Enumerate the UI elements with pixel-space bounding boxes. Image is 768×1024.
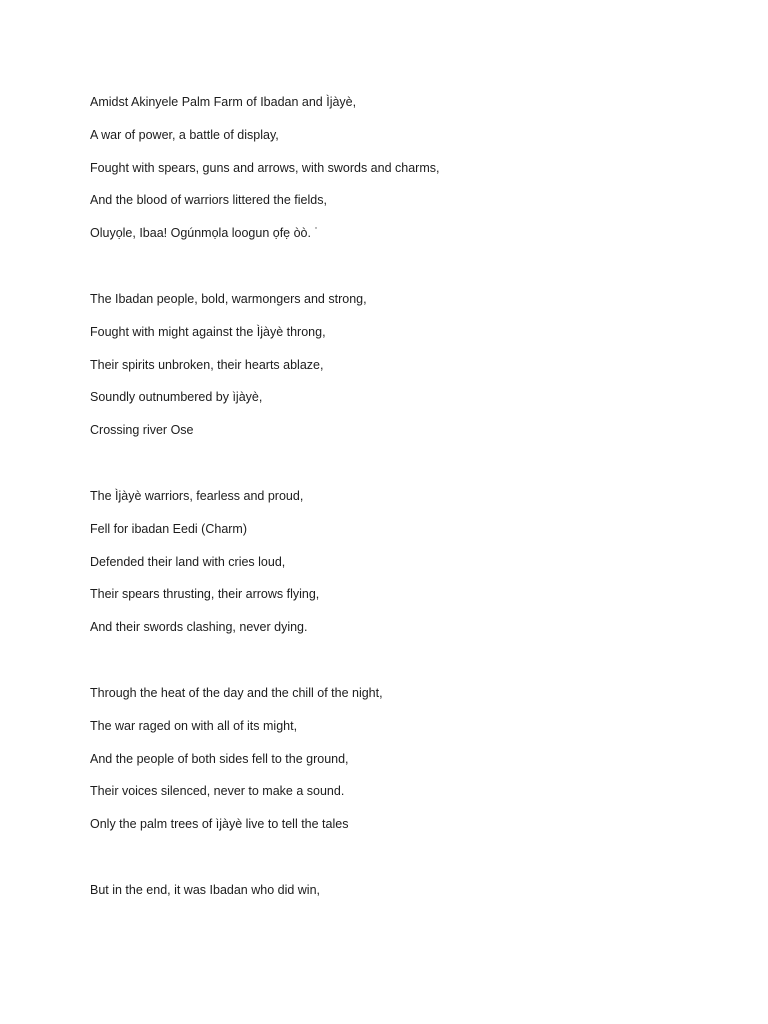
poem-line: Defended their land with cries loud, (90, 554, 286, 569)
poem-line: And the people of both sides fell to the ground, (90, 751, 349, 766)
poem-line: Fought with spears, guns and arrows, with swords and charms, (90, 160, 440, 175)
stanza-4 (90, 683, 730, 847)
poem-line: And the blood of warriors littered the fields, (90, 193, 327, 208)
poem-line: The Ibadan people, bold, warmongers and strong, (90, 291, 367, 306)
poem-line: Crossing river Ose (90, 423, 194, 438)
poem-line: Their spirits unbroken, their hearts ablaze, (90, 357, 324, 372)
stanza-5 (90, 880, 730, 913)
poem-line: Fought with might against the Ìjàyè throng, (90, 324, 326, 339)
poem-line: Oluyọle, Ibaa! Ogúnmọla loogun ọfẹ òò. ˙ (90, 226, 319, 241)
poem-body (90, 92, 730, 946)
poem-line: Only the palm trees of ìjàyè live to tell the tales (90, 817, 349, 832)
poem-line: A war of power, a battle of display, (90, 127, 279, 142)
poem-line: But in the end, it was Ibadan who did win, (90, 882, 321, 897)
poem-line: Their voices silenced, never to make a sound. (90, 784, 345, 799)
stanza-1 (90, 92, 730, 256)
poem-line: And their swords clashing, never dying. (90, 620, 308, 635)
poem-line: Soundly outnumbered by ìjàyè, (90, 390, 263, 405)
poem-line: The war raged on with all of its might, (90, 718, 298, 733)
poem-line: Their spears thrusting, their arrows flying, (90, 587, 320, 602)
stanza-2 (90, 289, 730, 453)
poem-line: Through the heat of the day and the chill of the night, (90, 685, 383, 700)
poem-line: The Ìjàyè warriors, fearless and proud, (90, 488, 304, 503)
poem-line: Amidst Akinyele Palm Farm of Ibadan and Ìjàyè, (90, 95, 357, 109)
stanza-3 (90, 486, 730, 650)
poem-line: Fell for ibadan Eedi (Charm) (90, 521, 248, 536)
